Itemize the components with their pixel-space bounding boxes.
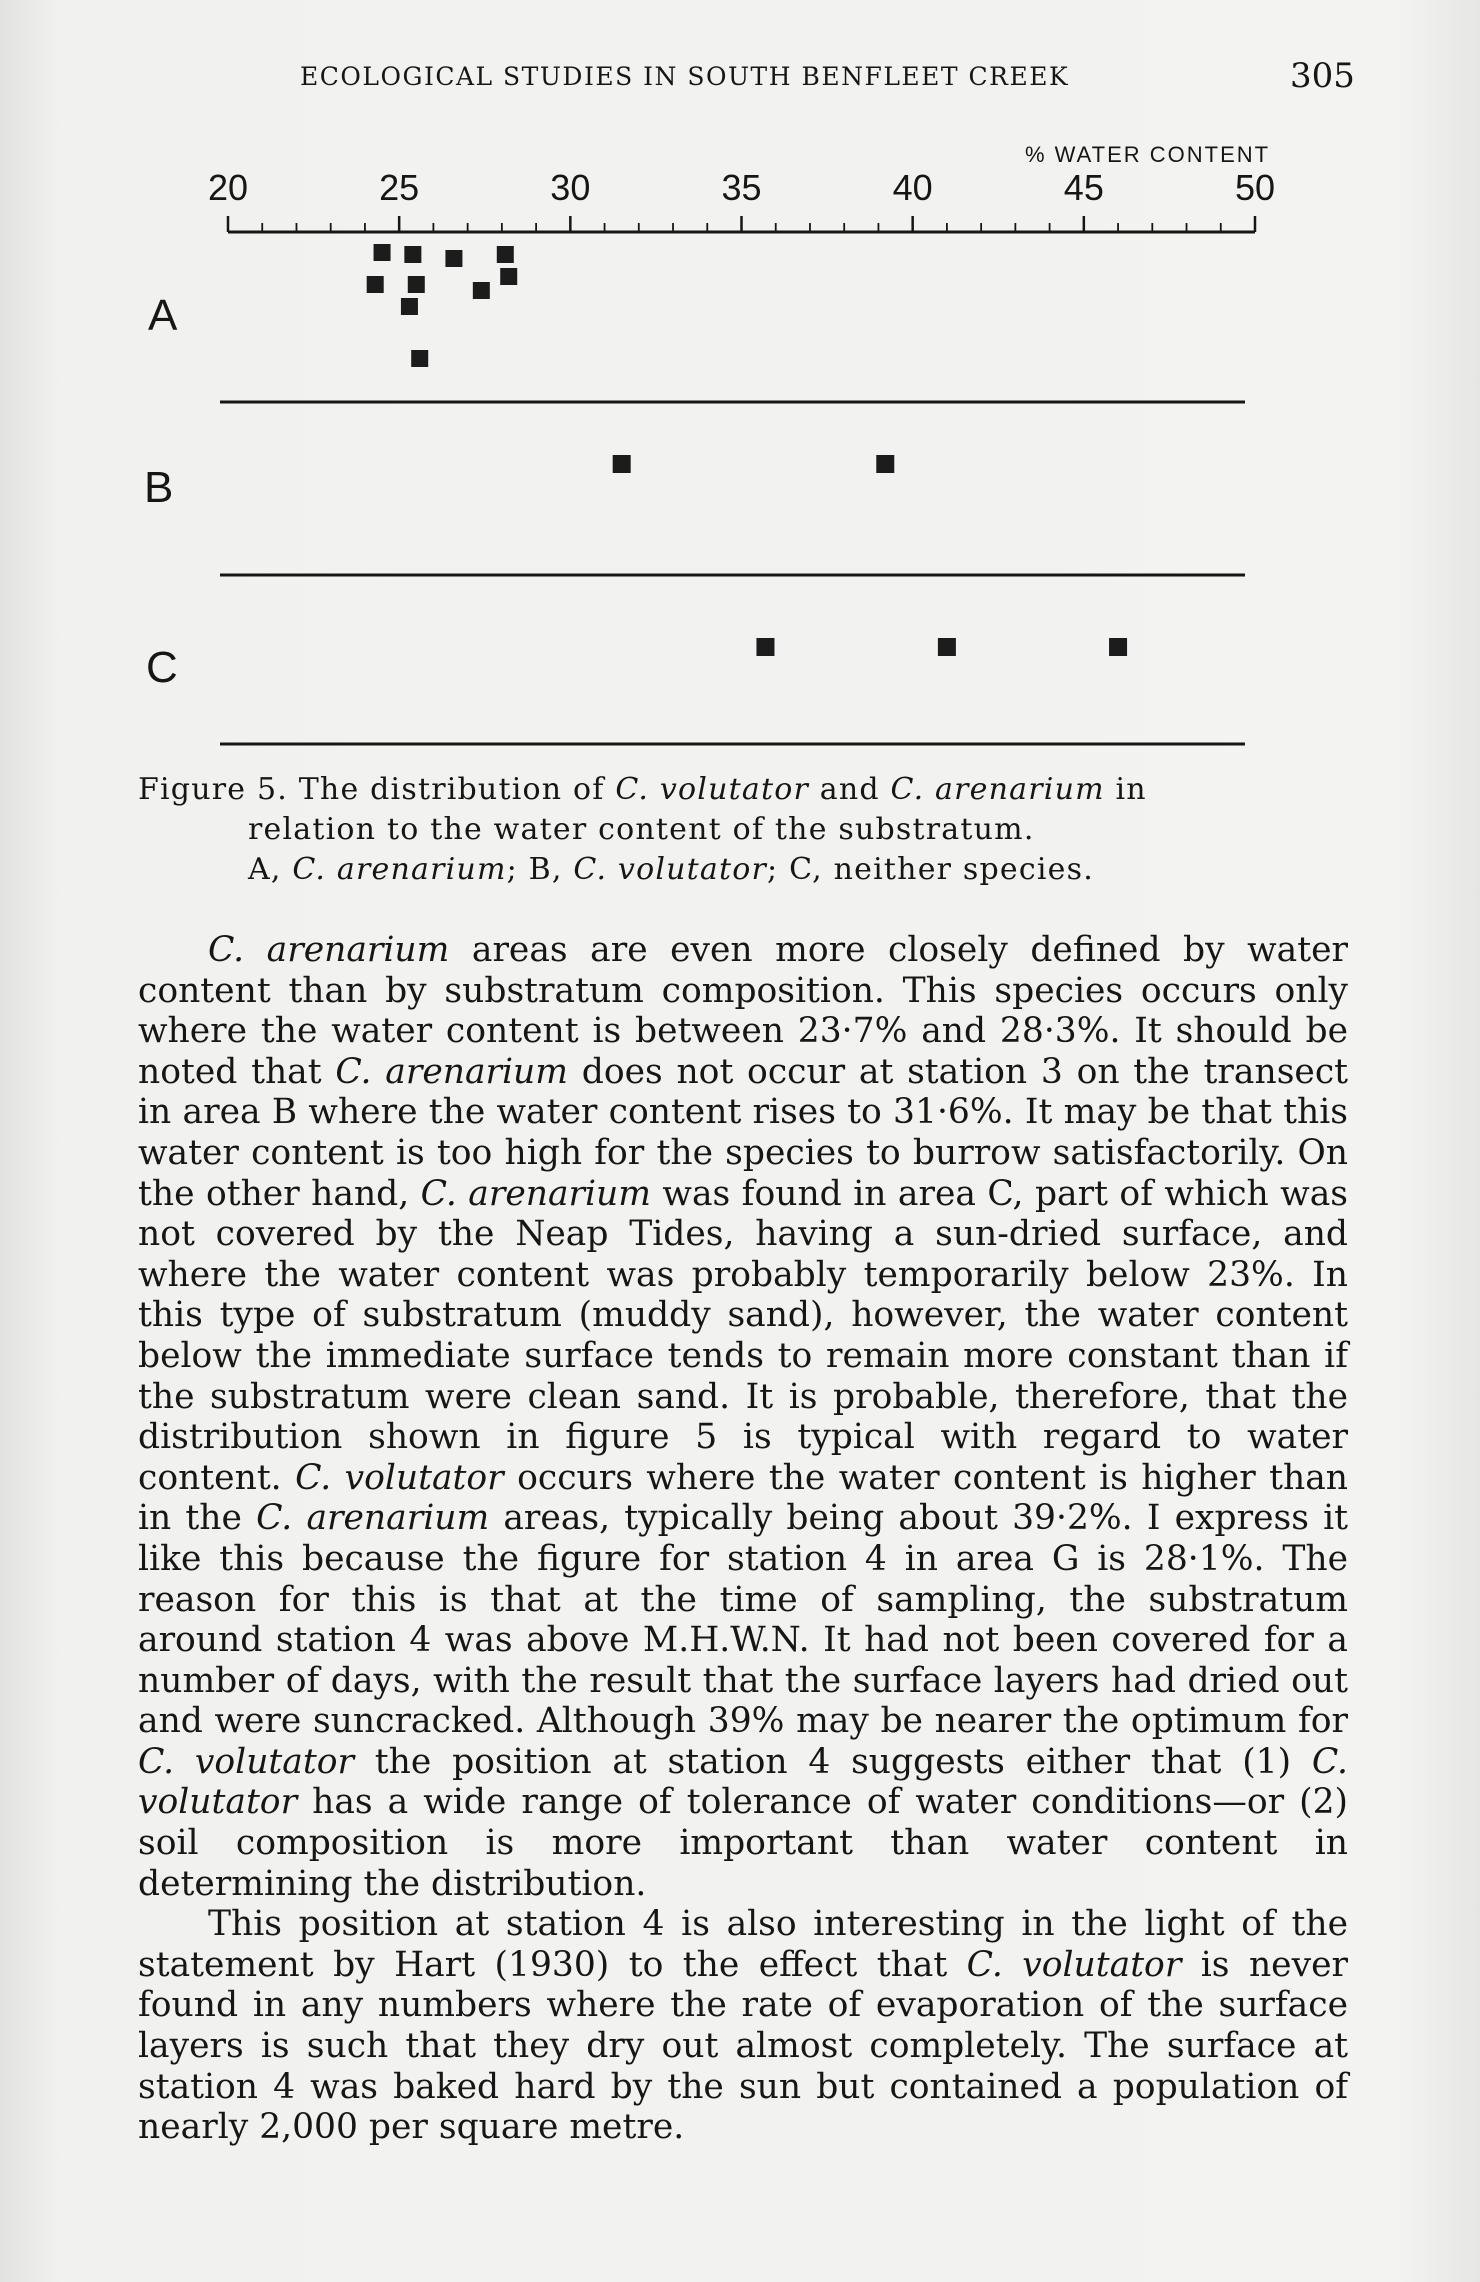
row-c-marker: [938, 638, 956, 656]
row-a-marker: [401, 298, 418, 315]
row-a-marker: [497, 246, 514, 263]
body-text: [138, 930, 1348, 2148]
row-a-marker: [445, 250, 462, 267]
axis-title: % WATER CONTENT: [1025, 142, 1271, 167]
axis-tick-marks: [228, 216, 1255, 232]
caption-line-1: Figure 5. The distribution of C. volutator and C. arenarium in: [138, 772, 1147, 807]
row-c-marker: [756, 638, 774, 656]
row-a-marker: [411, 350, 428, 367]
row-a-marker: [367, 276, 384, 293]
row-c-markers: [756, 638, 1127, 656]
row-a-marker: [404, 246, 421, 263]
row-a-markers: [367, 244, 518, 367]
row-label-b: B: [144, 463, 174, 512]
tick-label-25: 25: [379, 167, 420, 208]
tick-label-20: 20: [207, 167, 249, 208]
row-label-a: A: [148, 291, 178, 340]
row-a-marker: [408, 276, 425, 293]
page-number: 305: [1290, 56, 1355, 96]
tick-label-40: 40: [892, 167, 933, 208]
tick-label-45: 45: [1063, 167, 1104, 208]
row-a-marker: [473, 282, 490, 299]
tick-label-30: 30: [550, 167, 591, 208]
tick-label-35: 35: [721, 167, 762, 208]
row-b-marker: [613, 455, 631, 473]
row-b-markers: [613, 455, 895, 473]
tick-label-50: 50: [1234, 167, 1276, 208]
caption-line-2: relation to the water content of the substratum.: [248, 812, 1035, 847]
body-paragraph-2: This position at station 4 is also interesting in the light of the statement by Hart (1930) to the effect that C. volutator is never found in any numbers where the rate of evaporation of the surface layers is such that they dry out almost completely. The surface at station 4 was baked hard by the sun but contained a population of nearly 2,000 per square metre.: [138, 1904, 1348, 2148]
row-a-marker: [500, 268, 517, 285]
water-content-figure: [0, 0, 1480, 760]
row-label-c: C: [146, 643, 178, 692]
row-c-marker: [1109, 638, 1127, 656]
caption-line-3: A, C. arenarium; B, C. volutator; C, neither species.: [248, 852, 1094, 887]
body-paragraph-1: C. arenarium areas are even more closely defined by water content than by substratum composition. This species occurs only where the water content is between 23·7% and 28·3%. It should be noted that C. arenarium does not occur at station 3 on the transect in area B where the water content rises to 31·6%. It may be that this water content is too high for the species to burrow satisfactorily. On the other hand, C. arenarium was found in area C, part of which was not covered by the Neap Tides, having a sun-dried surface, and where the water content was probably temporarily below 23%. In this type of substratum (muddy sand), however, the water content below the immediate surface tends to remain more constant than if the substratum were clean sand. It is probable, therefore, that the distribution shown in figure 5 is typical with regard to water content. C. volutator occurs where the water content is higher than in the C. arenarium areas, typically being about 39·2%. I express it like this because the figure for station 4 in area G is 28·1%. The reason for this is that at the time of sampling, the substratum around station 4 was above M.H.W.N. It had not been covered for a number of days, with the result that the surface layers had dried out and were suncracked. Although 39% may be nearer the optimum for C. volutator the position at station 4 suggests either that (1) C. volutator has a wide range of tolerance of water conditions—or (2) soil composition is more important than water content in determining the distribution.: [138, 930, 1349, 1904]
running-head: ECOLOGICAL STUDIES IN SOUTH BENFLEET CREEK: [300, 62, 1070, 91]
row-a-marker: [374, 244, 391, 261]
row-b-marker: [876, 455, 894, 473]
figure-caption: [138, 770, 1353, 890]
axis-tick-labels: [208, 167, 1275, 208]
